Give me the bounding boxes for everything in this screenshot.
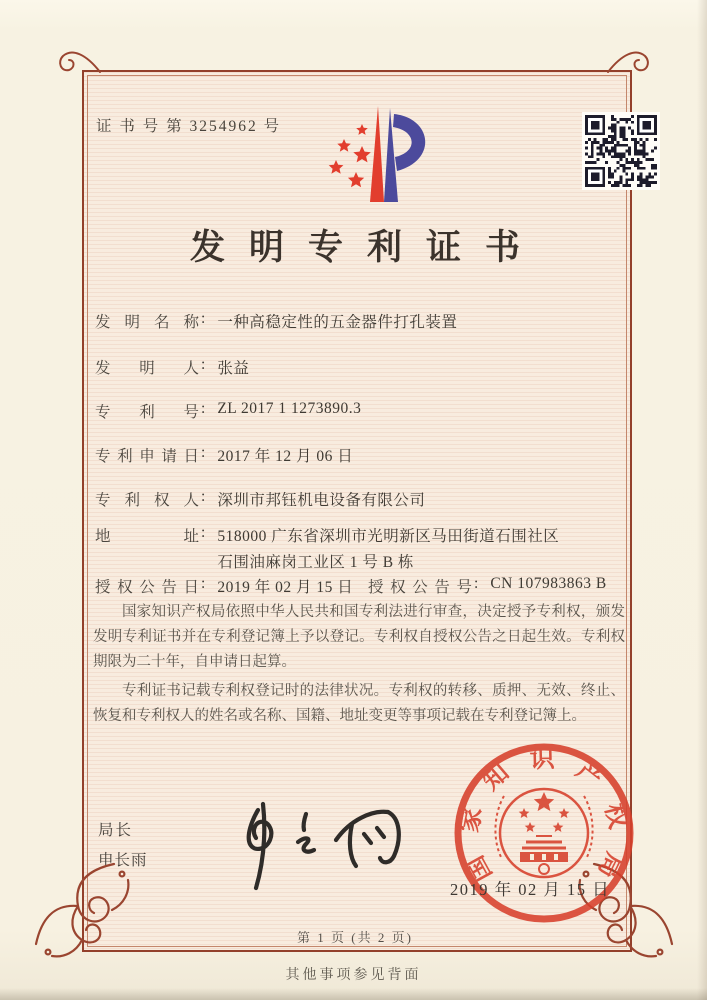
field-value: 518000 广东省深圳市光明新区马田街道石围社区石围油麻岗工业区 1 号 B 栋 (217, 528, 560, 571)
field-colon: : (201, 356, 206, 373)
qr-code-svg (585, 115, 657, 187)
field-colon: : (201, 488, 206, 505)
director-name: 申长雨 (98, 852, 148, 869)
field-label: 发明名称 (95, 314, 199, 331)
field-label: 授权公告号 (368, 579, 472, 596)
page-number: 第 1 页 (共 2 页) (297, 930, 413, 945)
corner-flourish-bottom-left-icon (26, 854, 146, 974)
back-side-note: 其他事项参见背面 (285, 968, 422, 983)
field-label: 地址 (95, 528, 199, 545)
field-invention-name (95, 310, 575, 332)
field-inventor (95, 356, 575, 378)
qr-code (582, 112, 660, 190)
corner-flourish-top-right-icon (604, 36, 652, 78)
field-value: ZL 2017 1 1273890.3 (217, 400, 362, 417)
field-label: 发明人 (95, 360, 199, 377)
field-value: 2017 年 12 月 06 日 (217, 448, 354, 465)
field-address (95, 524, 575, 575)
field-colon: : (201, 400, 206, 417)
field-value: 一种高稳定性的五金器件打孔装置 (217, 314, 458, 331)
certificate-body (93, 600, 625, 732)
field-value: 张益 (217, 360, 250, 377)
field-colon: : (201, 524, 206, 541)
field-colon: : (201, 575, 206, 592)
field-colon: : (474, 575, 479, 592)
field-grant-number (368, 575, 668, 597)
field-label: 专利申请日 (95, 448, 199, 465)
body-paragraph-1: 国家知识产权局依照中华人民共和国专利法进行审查，决定授予专利权，颁发发明专利证书并在专利登记簿上予以登记。专利权自授权公告之日起生效。专利权期限为二十年，自申请日起算。 (93, 604, 625, 671)
field-label: 专利号 (95, 404, 199, 421)
field-patent-number (95, 400, 575, 422)
field-colon: : (201, 310, 206, 327)
field-patentee (95, 488, 575, 510)
svg-text:国家知识产权局 (455, 745, 633, 887)
seal-ring-text: 国家知识产权局 (456, 745, 632, 886)
director-title: 局长 (98, 822, 134, 839)
national-emblem-icon (495, 789, 592, 877)
field-value: 2019 年 02 月 15 日 (217, 579, 354, 596)
corner-flourish-top-left-icon (56, 36, 104, 78)
field-value: CN 107983863 B (490, 575, 607, 592)
certificate-number: 证 书 号 第 3254962 号 (96, 118, 282, 135)
field-label: 专利权人 (95, 492, 199, 509)
cnipa-logo-icon (320, 98, 450, 213)
certificate-title: 发明专利证书 (189, 228, 544, 267)
field-value: 深圳市邦钰机电设备有限公司 (217, 492, 426, 509)
field-label: 授权公告日 (95, 579, 199, 596)
seal-date: 2019 年 02 月 15 日 (450, 880, 611, 899)
signature-handwriting (205, 788, 435, 898)
body-paragraph-2: 专利证书记载专利权登记时的法律状况。专利权的转移、质押、无效、终止、恢复和专利权人的姓名或名称、国籍、地址变更等事项记载在专利登记簿上。 (93, 682, 625, 724)
field-colon: : (201, 444, 206, 461)
field-filing-date (95, 444, 575, 466)
